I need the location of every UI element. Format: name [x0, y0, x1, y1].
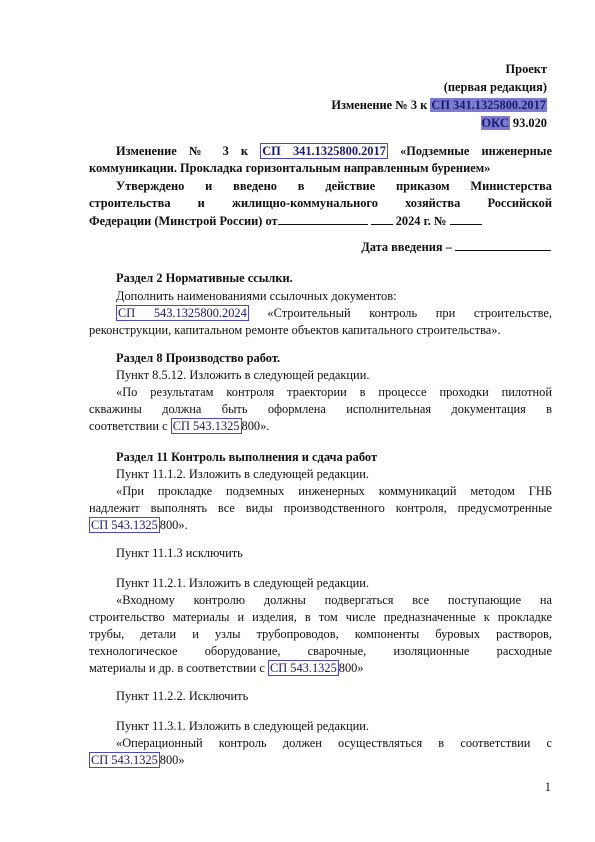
oks-link[interactable]: ОКС [481, 116, 509, 130]
p1121-line5: материалы и др. в соответствии с СП 543.1325 800» [89, 661, 364, 675]
section8-line2: скважины должна быть оформлена исполнительная документация в [89, 402, 552, 416]
p1112-line1: «При прокладке подземных инженерных коммуникаций методом ГНБ [116, 484, 552, 498]
oks-code: 93.020 [512, 116, 547, 130]
p1121-line2: строительство материалы и изделия, в том числе предназначенные к прокладке [89, 610, 552, 624]
page-number: 1 [544, 780, 551, 794]
p1131-ref-link[interactable]: СП 543.1325 [91, 753, 158, 767]
title-line-1: Изменение № 3 к СП 341.1325800.2017 «Подземные инженерные [116, 144, 552, 158]
section8-heading: Раздел 8 Производство работ. [116, 351, 281, 365]
section8-point: Пункт 8.5.12. Изложить в следующей редакции. [116, 368, 370, 382]
approved-line-2: строительства и жилищно-коммунального хозяйства Российской [89, 196, 552, 210]
section11-heading: Раздел 11 Контроль выполнения и сдача работ [116, 450, 378, 464]
project-label: Проект [505, 62, 547, 76]
p1112-title: Пункт 11.1.2. Изложить в следующей редакции. [116, 467, 369, 481]
p1121-line4: технологическое оборудование, сварочные, изоляционные расходные [89, 644, 552, 658]
section8-line3: соответствии с СП 543.1325 800». [89, 419, 270, 433]
section8-line1: «По результатам контроля траектории в процессе проходки пилотной [116, 385, 552, 399]
section2-line3: реконструкции, капитальном ремонте объектов капитального строительства». [89, 323, 501, 337]
section2-ref-link[interactable]: СП 543.1325800.2024 [118, 306, 247, 320]
approved-line-1: Утверждено и введено в действие приказом Министерства [116, 179, 552, 193]
section8-ref-link[interactable]: СП 543.1325 [172, 419, 240, 433]
p1121-ref-link[interactable]: СП 543.1325 [269, 661, 337, 675]
p1112-line2: надлежит выполнять все виды производственного контроля, предусмотренные [89, 501, 552, 515]
edition-label: (первая редакция) [443, 80, 547, 94]
p1122: Пункт 11.2.2. Исключить [116, 689, 249, 703]
p1121-title: Пункт 11.2.1. Изложить в следующей редакции. [116, 576, 369, 590]
section2-line2: СП 543.1325800.2024 «Строительный контроль при строительстве, [118, 306, 552, 320]
p1113: Пункт 11.1.3 исключить [116, 546, 243, 560]
number-blank[interactable] [450, 213, 482, 225]
p1131-line2: СП 543.1325 800» [91, 753, 185, 767]
change-ref-link[interactable]: СП 341.1325800.2017 [431, 98, 546, 112]
intro-date: Дата введения – [361, 239, 551, 254]
p1112-ref-link[interactable]: СП 543.1325 [91, 518, 158, 532]
p1121-line3: трубы, детали и узлы трубопроводов, компоненты буровых растворов, [89, 627, 552, 641]
change-prefix: Изменение № 3 к [331, 98, 428, 112]
oks-line [481, 116, 547, 130]
title-line-2: коммуникации. Прокладка горизонтальным направленным бурением» [89, 161, 491, 175]
p1121-line1: «Входному контролю должны подвергаться все поступающие на [116, 593, 552, 607]
change-header [331, 98, 547, 112]
p1112-line3: СП 543.1325 800». [91, 518, 188, 532]
p1131-title: Пункт 11.3.1. Изложить в следующей редакции. [116, 719, 369, 733]
section2-line1: Дополнить наименованиями ссылочных документов: [116, 289, 397, 303]
intro-date-blank[interactable] [455, 239, 551, 251]
p1131-line1: «Операционный контроль должен осуществляться в соответствии с [116, 736, 552, 750]
date-blank-2[interactable] [371, 213, 393, 225]
approved-line-3: Федерации (Минстрой России) от 2024 г. № [89, 213, 482, 228]
section2-heading: Раздел 2 Нормативные ссылки. [116, 271, 293, 285]
date-blank[interactable] [278, 213, 368, 225]
title-ref-link[interactable]: СП 341.1325800.2017 [262, 144, 386, 158]
